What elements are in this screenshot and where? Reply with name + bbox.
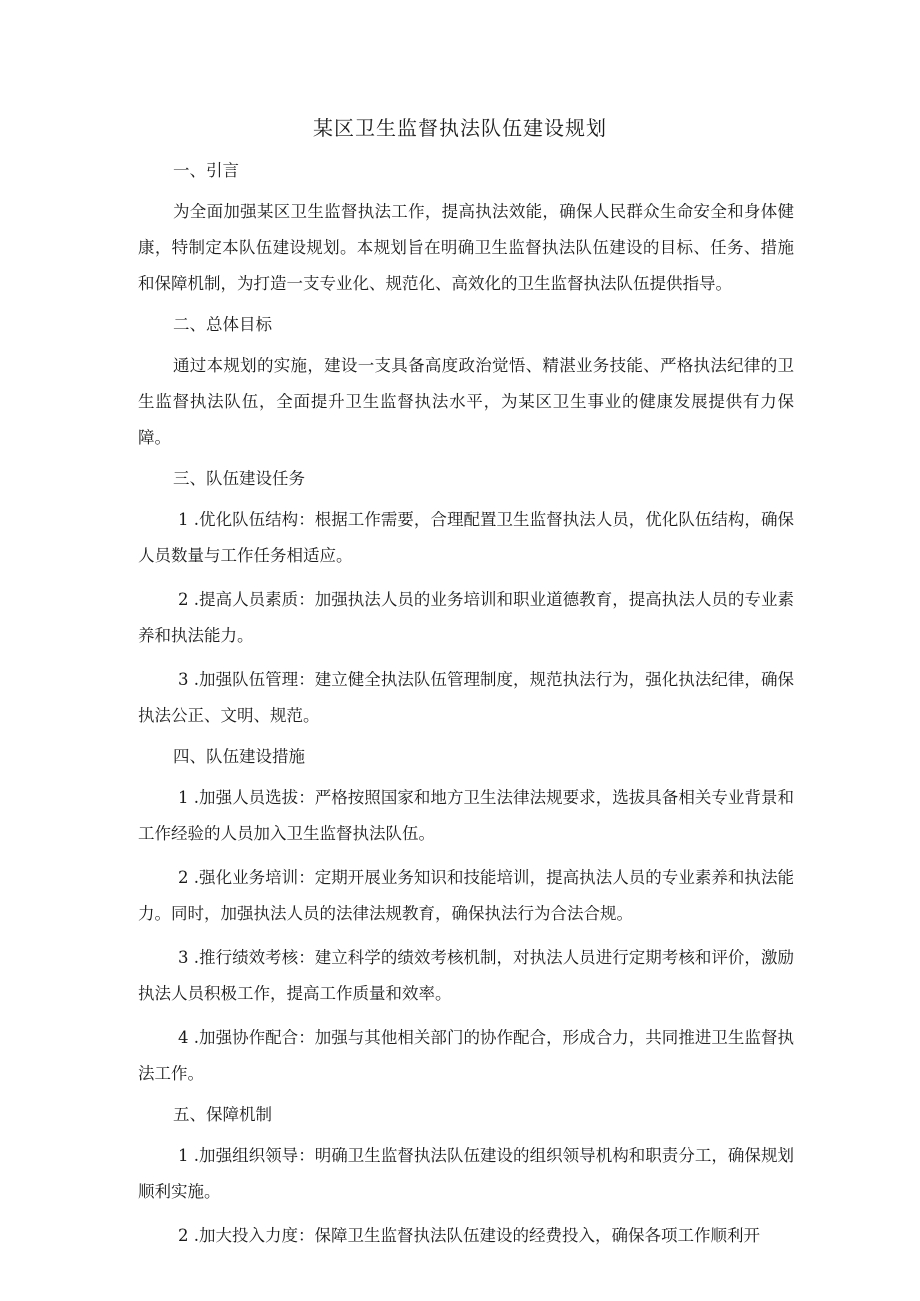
document-title: 某区卫生监督执法队伍建设规划 bbox=[313, 116, 607, 140]
list-item: 3 .加强队伍管理：建立健全执法队伍管理制度，规范执法行为，强化执法纪律，确保执法公正、文明、规范。 bbox=[138, 670, 794, 725]
section-heading-team-tasks: 三、队伍建设任务 bbox=[173, 469, 305, 488]
section-heading-overall-goal: 二、总体目标 bbox=[173, 315, 272, 334]
section-heading-team-measures: 四、队伍建设措施 bbox=[173, 747, 305, 766]
paragraph: 通过本规划的实施，建设一支具备高度政治觉悟、精湛业务技能、严格执法纪律的卫生监督执法队伍，全面提升卫生监督执法水平，为某区卫生事业的健康发展提供有力保障。 bbox=[138, 356, 794, 447]
list-item: 2 .提高人员素质：加强执法人员的业务培训和职业道德教育，提高执法人员的专业素养和执法能力。 bbox=[138, 590, 794, 645]
list-item: 1 .加强组织领导：明确卫生监督执法队伍建设的组织领导机构和职责分工，确保规划顺利实施。 bbox=[138, 1146, 794, 1201]
section-heading-introduction: 一、引言 bbox=[173, 161, 239, 180]
list-item: 1 .优化队伍结构：根据工作需要，合理配置卫生监督执法人员，优化队伍结构，确保人员数量与工作任务相适应。 bbox=[138, 510, 794, 565]
list-item: 3 .推行绩效考核：建立科学的绩效考核机制，对执法人员进行定期考核和评价，激励执法人员积极工作，提高工作质量和效率。 bbox=[138, 948, 794, 1003]
list-item: 2 .强化业务培训：定期开展业务知识和技能培训，提高执法人员的专业素养和执法能力。同时，加强执法人员的法律法规教育，确保执法行为合法合规。 bbox=[138, 868, 794, 923]
list-item: 2 .加大投入力度：保障卫生监督执法队伍建设的经费投入，确保各项工作顺利开 bbox=[178, 1226, 760, 1245]
paragraph: 为全面加强某区卫生监督执法工作，提高执法效能，确保人民群众生命安全和身体健康，特制定本队伍建设规划。本规划旨在明确卫生监督执法队伍建设的目标、任务、措施和保障机制，为打造一支专业化、规范化、高效化的卫生监督执法队伍提供指导。 bbox=[138, 202, 794, 293]
document-body bbox=[138, 156, 794, 1262]
list-item: 4 .加强协作配合：加强与其他相关部门的协作配合，形成合力，共同推进卫生监督执法工作。 bbox=[138, 1028, 794, 1083]
list-item: 1 .加强人员选拔：严格按照国家和地方卫生法律法规要求，选拔具备相关专业背景和工作经验的人员加入卫生监督执法队伍。 bbox=[138, 788, 794, 843]
section-heading-guarantee-mechanism: 五、保障机制 bbox=[173, 1105, 272, 1124]
